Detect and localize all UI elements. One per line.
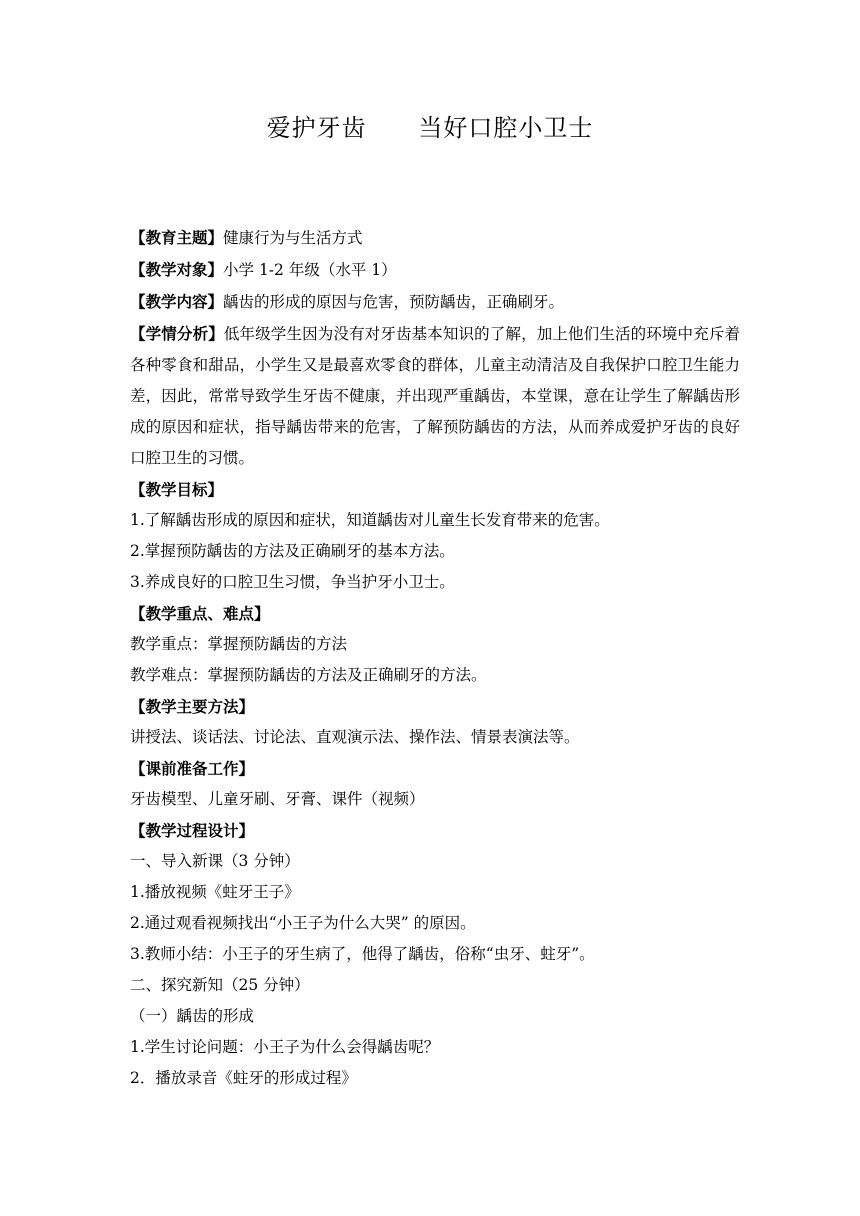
step-1-item-1: 1.播放视频《蛀牙王子》 xyxy=(130,883,300,901)
content-line xyxy=(130,286,740,318)
step-2-heading: 二、探究新知（25 分钟） xyxy=(130,976,310,994)
theme-line xyxy=(130,222,740,254)
goal-item-3: 3.养成良好的口腔卫生习惯，争当护牙小卫士。 xyxy=(130,573,455,591)
process-heading: 【教学过程设计】 xyxy=(130,821,255,840)
theme-value: 健康行为与生活方式 xyxy=(223,229,363,247)
step-2-item-2: 2．播放录音《蛀牙的形成过程》 xyxy=(130,1069,357,1087)
object-label: 【教学对象】 xyxy=(130,260,224,279)
step-1-heading: 一、导入新课（3 分钟） xyxy=(130,852,300,870)
document-body xyxy=(130,222,740,1094)
prep-text: 牙齿模型、儿童牙刷、牙膏、课件（视频） xyxy=(130,790,425,808)
goals-heading: 【教学目标】 xyxy=(130,480,224,499)
prep-heading: 【课前准备工作】 xyxy=(130,759,255,778)
keypoint-text: 教学重点：掌握预防龋齿的方法 xyxy=(130,635,348,653)
analysis-paragraph xyxy=(130,318,740,474)
object-line xyxy=(130,254,740,286)
step-2-item-1: 1.学生讨论问题：小王子为什么会得龋齿呢？ xyxy=(130,1038,440,1056)
analysis-label: 【学情分析】 xyxy=(130,324,224,343)
document-title: 爱护牙齿 当好口腔小卫士 xyxy=(266,114,594,142)
object-value: 小学 1-2 年级（水平 1） xyxy=(223,261,397,279)
theme-label: 【教育主题】 xyxy=(130,228,224,247)
content-label: 【教学内容】 xyxy=(130,292,224,311)
keypoints-heading: 【教学重点、难点】 xyxy=(130,604,270,623)
analysis-value: 低年级学生因为没有对牙齿基本知识的了解，加上他们生活的环境中充斥着各种零食和甜品，小学生又是最喜欢零食的群体，儿童主动清洁及自我保护口腔卫生能力差，因此，常常导致学生牙齿不健康，并出现严重龋齿，本堂课，意在让学生了解龋齿形成的原因和症状，指导龋齿带来的危害，了解预防龋齿的方法，从而养成爱护牙齿的良好口腔卫生的习惯。 xyxy=(130,325,740,467)
methods-text: 讲授法、谈话法、讨论法、直观演示法、操作法、情景表演法等。 xyxy=(130,728,580,746)
goal-item-1: 1.了解龋齿形成的原因和症状，知道龋齿对儿童生长发育带来的危害。 xyxy=(130,511,610,529)
difficulty-text: 教学难点：掌握预防龋齿的方法及正确刷牙的方法。 xyxy=(130,666,487,684)
step-1-item-2: 2.通过观看视频找出“小王子为什么大哭” 的原因。 xyxy=(130,914,476,932)
methods-heading: 【教学主要方法】 xyxy=(130,697,255,716)
goal-item-2: 2.掌握预防龋齿的方法及正确刷牙的基本方法。 xyxy=(130,542,455,560)
step-1-item-3: 3.教师小结：小王子的牙生病了，他得了龋齿，俗称“虫牙、蛀牙”。 xyxy=(130,945,595,963)
content-value: 龋齿的形成的原因与危害，预防龋齿，正确刷牙。 xyxy=(223,293,565,311)
step-2-subheading: （一）龋齿的形成 xyxy=(130,1007,255,1025)
